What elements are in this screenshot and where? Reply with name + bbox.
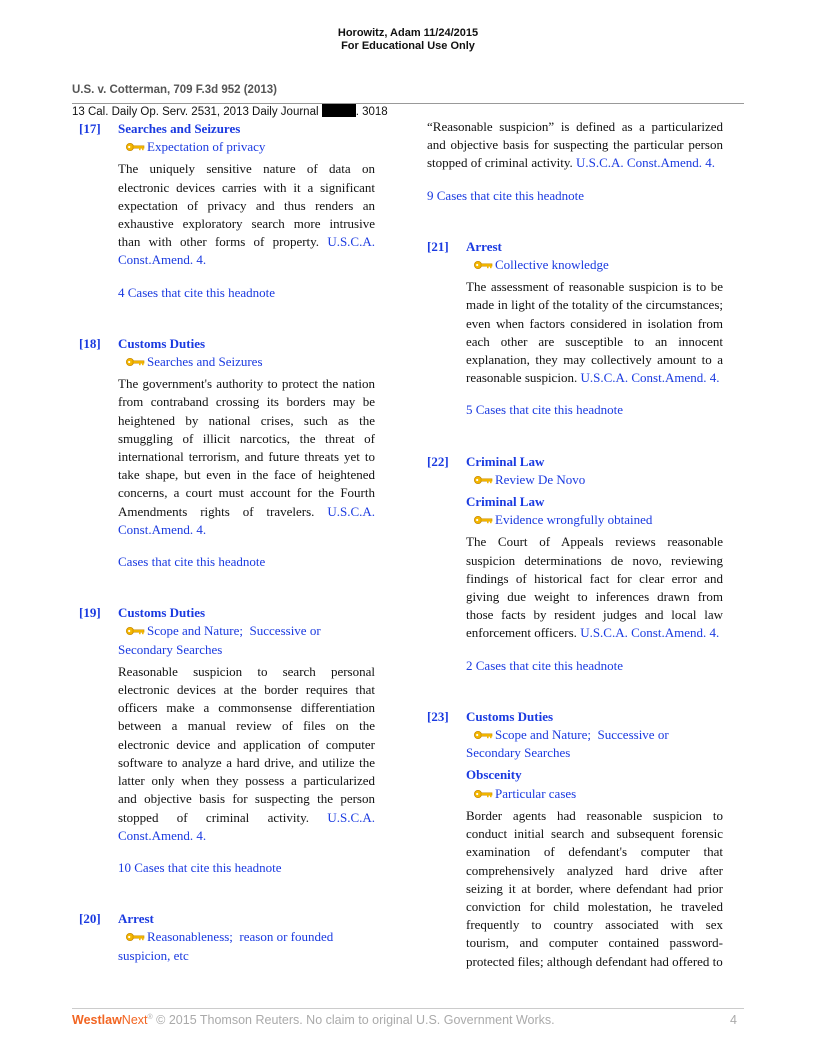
- headnote-subtopic[interactable]: Reasonableness; reason or founded suspicion, etc: [118, 929, 334, 963]
- westlaw-next-logo: Next: [121, 1013, 148, 1027]
- headnote-topic[interactable]: Customs Duties: [118, 605, 206, 621]
- headnote-topic[interactable]: Criminal Law: [466, 494, 545, 510]
- key-icon: [473, 260, 493, 270]
- headnote-body: The government's authority to protect the nation from contraband crossing its borders may be heightened by national crises, such as the smuggling of illicit narcotics, the threat of international terrorism, and future threats yet to take shape, but even in the face of heightened concerns, a court must account for the Fourth Amendments rights of travelers. U.S.C.A. Const.Amend. 4.: [118, 376, 376, 537]
- headnote-number[interactable]: [21]: [427, 238, 449, 254]
- headnote-21: [427, 238, 723, 420]
- const-amend-link[interactable]: U.S.C.A. Const.Amend. 4.: [575, 155, 716, 171]
- cases-cite-link[interactable]: 9 Cases that cite this headnote: [427, 187, 585, 203]
- headnote-number[interactable]: [19]: [79, 605, 101, 621]
- headnote-subtopic[interactable]: Collective knowledge: [466, 256, 723, 274]
- headnote-subtopic[interactable]: Expectation of privacy: [118, 138, 375, 156]
- headnote-number[interactable]: [17]: [79, 121, 101, 136]
- headnote-topic[interactable]: Customs Duties: [466, 708, 554, 724]
- cases-cite-link[interactable]: 2 Cases that cite this headnote: [466, 657, 624, 673]
- key-icon: [473, 789, 493, 799]
- headnote-20: [79, 910, 375, 965]
- cases-cite-link[interactable]: 5 Cases that cite this headnote: [466, 402, 624, 418]
- cases-cite-link[interactable]: 10 Cases that cite this headnote: [118, 859, 282, 875]
- headnote-number[interactable]: [18]: [79, 335, 101, 351]
- const-amend-link[interactable]: U.S.C.A. Const.Amend. 4.: [580, 370, 720, 386]
- page-footer: [72, 1013, 744, 1027]
- headnote-body: Reasonable suspicion to search personal electronic devices at the border requires that officers make a commonsense differentiation between a manual review of files on the electronic device and application of computer software to analyze a hard drive, and utilize the latter only when they possess a particularized and objective basis for suspecting the person stopped of criminal activity. U.S.C.A. Const.Amend. 4.: [118, 663, 376, 843]
- headnote-subtopic[interactable]: Scope and Nature; Successive or Secondary Searches: [466, 727, 669, 761]
- case-citation: U.S. v. Cotterman, 709 F.3d 952 (2013): [72, 84, 277, 96]
- page-header: [0, 27, 816, 53]
- header-educational: For Educational Use Only: [341, 40, 475, 52]
- headnote-subtopic[interactable]: Review De Novo: [466, 471, 723, 489]
- headnote-20-continued: [427, 118, 723, 205]
- headnote-19: [79, 604, 375, 877]
- headnote-18: [79, 335, 375, 571]
- headnote-subtopic[interactable]: Particular cases: [466, 785, 723, 803]
- headnote-23: [427, 708, 723, 971]
- headnote-topic[interactable]: Arrest: [466, 238, 502, 254]
- left-column: [79, 120, 375, 965]
- headnote-topic[interactable]: Criminal Law: [466, 453, 545, 469]
- cases-cite-link[interactable]: Cases that cite this headnote: [118, 554, 266, 570]
- headnote-subtopic[interactable]: Searches and Seizures: [118, 353, 375, 371]
- copyright-notice: © 2015 Thomson Reuters. No claim to original U.S. Government Works.: [156, 1013, 555, 1027]
- reporter-citation: [72, 104, 388, 118]
- headnote-number[interactable]: [22]: [427, 453, 449, 469]
- headnote-body: The uniquely sensitive nature of data on electronic devices carries with it a significant expectation of privacy and thus renders an exhaustive exploratory search more intrusive than with other forms of property. U.S.C.A. Const.Amend. 4.: [118, 161, 375, 268]
- key-icon: [473, 475, 493, 485]
- key-icon: [125, 357, 145, 367]
- headnote-22: [427, 453, 723, 675]
- reporter-page: . 3018: [355, 106, 388, 118]
- headnote-subtopic[interactable]: Scope and Nature; Successive or Secondary Searches: [118, 623, 321, 657]
- key-icon: [125, 932, 145, 942]
- const-amend-link[interactable]: U.S.C.A. Const.Amend. 4.: [580, 625, 720, 641]
- headnote-body: Border agents had reasonable suspicion to conduct initial search and subsequent forensic examination of defendant's computer that comprehensively analyzed hard drive after seizing it at border, where defendant had prior conviction for child molestation, he traveled frequently to country associated with sex tourism, and computer contained password-protected files; although defendant had offered to: [466, 807, 723, 969]
- key-icon: [473, 730, 493, 740]
- headnote-number[interactable]: [23]: [427, 708, 449, 724]
- headnote-topic[interactable]: Customs Duties: [118, 335, 206, 351]
- registered-mark: ®: [147, 1013, 153, 1021]
- westlaw-logo: Westlaw: [72, 1013, 122, 1027]
- headnote-topic[interactable]: Arrest: [118, 911, 154, 927]
- footer-divider: [72, 1008, 744, 1009]
- cases-cite-link[interactable]: 4 Cases that cite this headnote: [118, 284, 276, 300]
- reporter-text: 13 Cal. Daily Op. Serv. 2531, 2013 Daily Journal: [72, 106, 319, 118]
- const-amend-link[interactable]: U.S.C.A. Const.Amend. 4.: [118, 234, 375, 268]
- header-user-date: Horowitz, Adam 11/24/2015: [337, 27, 479, 39]
- headnote-17: [79, 120, 375, 302]
- headnote-body: The assessment of reasonable suspicion is to be made in light of the totality of the circumstances; even when factors considered in isolation from each other are susceptible to an innocent explanation, they may collectively amount to a reasonable suspicion. U.S.C.A. Const.Amend. 4.: [466, 279, 723, 386]
- const-amend-link[interactable]: U.S.C.A. Const.Amend. 4.: [118, 809, 376, 843]
- headnote-body: “Reasonable suspicion” is defined as a particularized and objective basis for suspecting the particular person stopped of criminal activity. U.S.C.A. Const.Amend. 4.: [427, 119, 723, 171]
- key-icon: [125, 142, 145, 152]
- page-number: 4: [730, 1013, 737, 1027]
- const-amend-link[interactable]: U.S.C.A. Const.Amend. 4.: [118, 503, 376, 537]
- key-icon: [125, 626, 145, 636]
- right-column: [427, 118, 723, 971]
- headnote-topic[interactable]: Searches and Seizures: [118, 121, 241, 136]
- headnote-topic[interactable]: Obscenity: [466, 767, 522, 783]
- headnote-body: The Court of Appeals reviews reasonable suspicion determinations de novo, reviewing findings of historical fact for clear error and giving due weight to inferences drawn from those facts by resident judges and local law enforcement officers. U.S.C.A. Const.Amend. 4.: [466, 534, 723, 641]
- headnote-subtopic[interactable]: Evidence wrongfully obtained: [466, 511, 723, 529]
- redaction-block: [322, 104, 356, 117]
- headnote-number[interactable]: [20]: [79, 911, 101, 927]
- key-icon: [473, 515, 493, 525]
